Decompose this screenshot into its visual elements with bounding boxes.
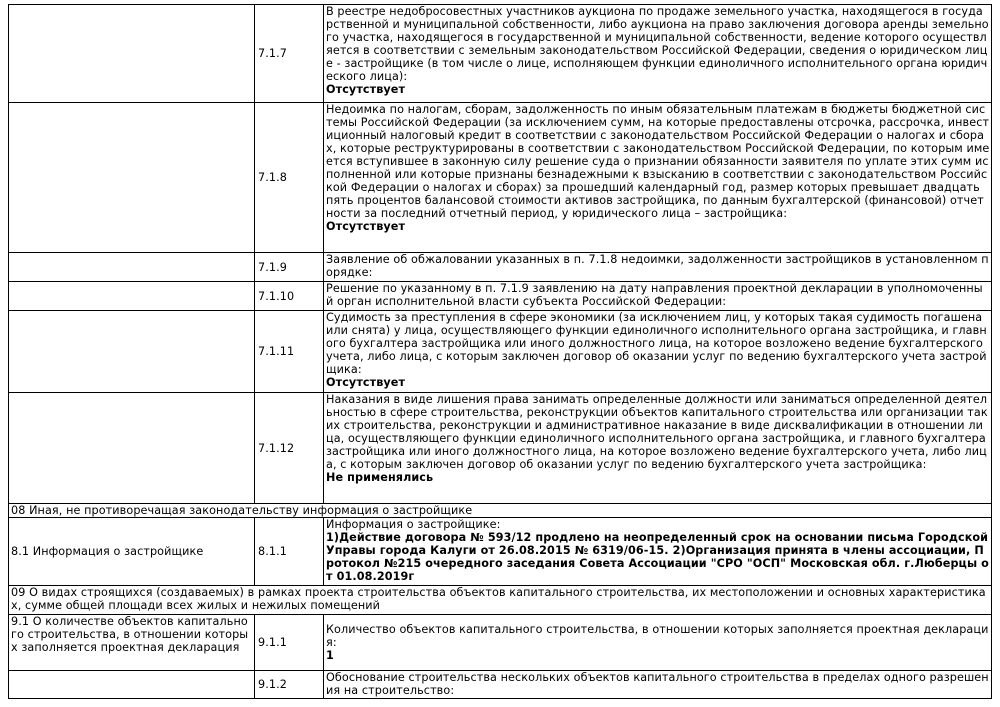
item-value: 1: [326, 649, 334, 662]
item-value: Не применялись: [326, 471, 434, 484]
item-description: [324, 393, 992, 504]
item-number: 7.1.12: [255, 393, 324, 504]
item-description: [324, 615, 992, 671]
item-text: В реестре недобросовестных участников аукциона по продаже земельного участка, находящегося в государственной и муниципальной собственности, либо аукциона на право заключения договора аренды земельного участка, находящегося в государственной и муниципальной собственности, ведение которого осуществляется в соответствии с земельным законодательством Российской Федерации, сведения о юридическом лице - застройщике (в том числе о лице, исполняющем функции единоличного исполнительного органа юридического лица):: [326, 5, 989, 83]
item-description: [324, 5, 992, 103]
item-value: Отсутствует: [326, 83, 406, 96]
item-description: [324, 282, 992, 311]
declaration-table: [8, 4, 992, 699]
item-description: [324, 253, 992, 282]
section-title: 09 О видах строящихся (создаваемых) в рамках проекта строительства объектов капитального строительства, их местоположении и основных характеристиках, сумме общей площади всех жилых и нежилых помещений: [9, 586, 992, 615]
section-title: 08 Иная, не противоречащая законодательству информация о застройщике: [9, 504, 992, 518]
section-cell: [9, 5, 255, 103]
table-row-7-1-11: [9, 311, 992, 393]
item-value: Отсутствует: [326, 376, 406, 389]
table-row-9-1-1: [9, 615, 992, 671]
item-description: [324, 518, 992, 586]
item-description: [324, 311, 992, 393]
section-cell: [9, 103, 255, 253]
table-row-7-1-12: [9, 393, 992, 504]
item-number: 8.1.1: [255, 518, 324, 586]
item-number: 7.1.9: [255, 253, 324, 282]
item-number: 7.1.7: [255, 5, 324, 103]
item-value: 1)Действие договора № 593/12 продлено на неопределенный срок на основании письма Городской Управы города Калуги от 26.08.2015 № 6319/06-15. 2)Организация принята в члены ассоциации, Протокол №215 очередного заседания Совета Ассоциации "СРО "ОСП" Московская обл. г.Люберцы от 01.08.2019г: [326, 531, 989, 583]
item-number: 7.1.10: [255, 282, 324, 311]
section-cell: [9, 253, 255, 282]
item-number: 9.1.2: [255, 671, 324, 699]
item-value: Отсутствует: [326, 220, 406, 233]
section-cell: 9.1 О количестве объектов капитального строительства, в отношении которых заполняется проектная декларация: [9, 615, 255, 671]
item-description: [324, 671, 992, 699]
section-cell: [9, 311, 255, 393]
item-number: 7.1.8: [255, 103, 324, 253]
item-text: Количество объектов капитального строительства, в отношении которых заполняется проектная декларация:: [326, 623, 989, 649]
item-text: Судимость за преступления в сфере экономики (за исключением лиц, у которых такая судимость погашена или снята) у лица, осуществляющего функции единоличного исполнительного органа застройщика, и главного бухгалтера застройщика или иного должностного лица, на которое возложено ведение бухгалтерского учета, либо лица, с которым заключен договор об оказании услуг по ведению бухгалтерского учета застройщика:: [326, 311, 987, 376]
table-row-7-1-9: [9, 253, 992, 282]
table-row-9-1-2: [9, 671, 992, 699]
table-row-8-1-1: [9, 518, 992, 586]
document-page: [8, 4, 991, 699]
item-number: 9.1.1: [255, 615, 324, 671]
item-text: Заявление об обжаловании указанных в п. 7.1.8 недоимки, задолженности застройщиков в установленном порядке:: [326, 253, 989, 279]
section-header-09: [9, 586, 992, 615]
section-cell: [9, 282, 255, 311]
table-row-7-1-8: [9, 103, 992, 253]
item-text: Информация о застройщике:: [326, 518, 501, 531]
section-cell: 8.1 Информация о застройщике: [9, 518, 255, 586]
item-description: [324, 103, 992, 253]
item-text: Наказания в виде лишения права занимать определенные должности или заниматься определенной деятельностью в сфере строительства, реконструкции объектов капитального строительства или организации таких строительства, реконструкции и административное наказание в виде дисквалификации в отношении лица, осуществляющего функции единоличного исполнительного органа застройщика, и главного бухгалтера застройщика или иного должностного лица, на которое возложено ведение бухгалтерского учета, либо лица, с которым заключен договор об оказании услуг по ведению бухгалтерского учета застройщика:: [326, 393, 988, 471]
table-row-7-1-7: [9, 5, 992, 103]
section-cell: [9, 393, 255, 504]
section-cell: [9, 671, 255, 699]
item-text: Обоснование строительства нескольких объектов капитального строительства в пределах одного разрешения на строительство:: [326, 671, 989, 697]
table-row-7-1-10: [9, 282, 992, 311]
section-header-08: [9, 504, 992, 518]
item-text: Решение по указанному в п. 7.1.9 заявлению на дату направления проектной декларации в уполномоченный орган исполнительной власти субъекта Российской Федерации:: [326, 282, 983, 308]
item-text: Недоимка по налогам, сборам, задолженность по иным обязательным платежам в бюджеты бюджетной системы Российской Федерации (за исключением сумм, на которые предоставлены отсрочка, рассрочка, инвестиционный налоговый кредит в соответствии с законодательством Российской Федерации о налогах и сборах, которые реструктурированы в соответствии с законодательством Российской Федерации, по которым имеется вступившее в законную силу решение суда о признании обязанности заявителя по уплате этих сумм исполненной или которые признаны безнадежными к взысканию в соответствии с законодательством Российской Федерации о налогах и сборах) за прошедший календарный год, размер которых превышает двадцать пять процентов балансовой стоимости активов застройщика, по данным бухгалтерской (финансовой) отчетности за последний отчетный период, у юридического лица – застройщика:: [326, 103, 990, 220]
item-number: 7.1.11: [255, 311, 324, 393]
